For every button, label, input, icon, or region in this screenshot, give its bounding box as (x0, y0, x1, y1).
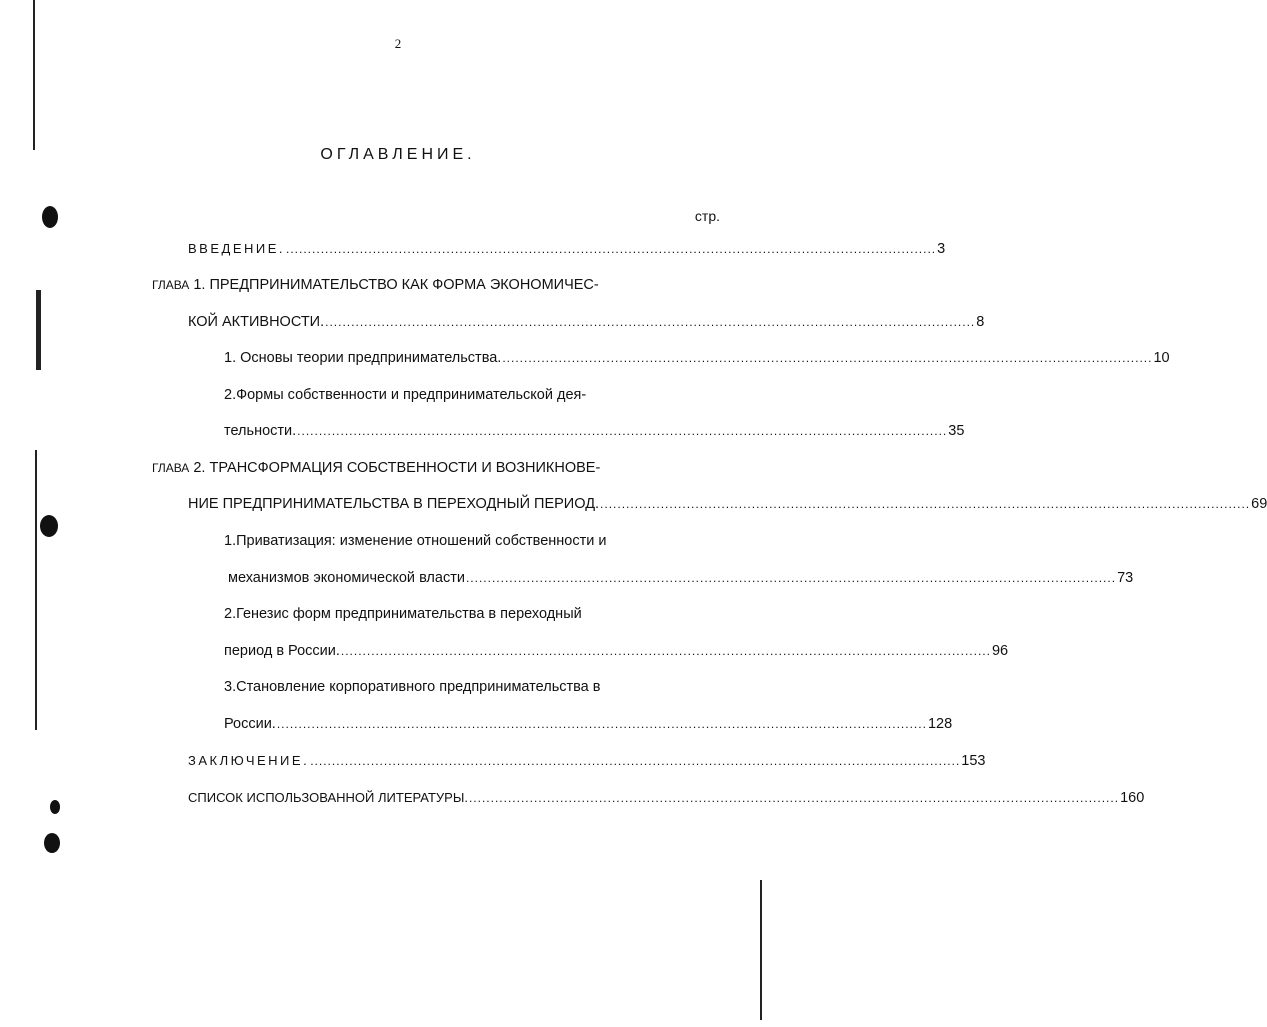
toc-entry-page: 10 (1153, 350, 1170, 366)
toc-entry-text: тельности. (224, 423, 297, 439)
toc-section-2-1-line1 (0, 530, 796, 552)
toc-section-2-1-line2: механизмов экономической власти ...................................................................................................................................................... 73 (0, 567, 796, 589)
toc-entry-page: 3 (937, 241, 946, 257)
toc-entry-page: 96 (991, 643, 1009, 659)
toc-entry-page: 8 (976, 314, 985, 330)
chapter-title: 1. ПРЕДПРИНИМАТЕЛЬСТВО КАК ФОРМА ЭКОНОМИЧЕС- (193, 277, 599, 293)
toc-entry-page: 69 (1251, 496, 1267, 512)
toc-chapter-1-line2: КОЙ АКТИВНОСТИ. ...................................................................................................................................................... 8 (0, 311, 796, 333)
toc-entry-text: 2.Генезис форм предпринимательства в переходный (224, 606, 582, 622)
page-title: ОГЛАВЛЕНИЕ. (320, 146, 476, 163)
toc-entry-text: 2.Формы собственности и предпринимательской дея- (224, 387, 587, 403)
toc-section-2-3-line1 (0, 676, 796, 698)
punch-hole-mark (42, 206, 58, 228)
toc-entry-conclusion: ЗАКЛЮЧЕНИЕ. ...................................................................................................................................................... 153 (0, 750, 796, 772)
toc-entry-page: 153 (961, 753, 986, 769)
toc-section-1-1: 1. Основы теории предпринимательства. ...................................................................................................................................................... 10 (0, 347, 796, 369)
toc-section-2-2-line2: период в России. ...................................................................................................................................................... 96 (0, 640, 796, 662)
toc-entry-text: НИЕ ПРЕДПРИНИМАТЕЛЬСТВА В ПЕРЕХОДНЫЙ ПЕРИОД. (188, 496, 600, 512)
toc-entry-text: период в России. (224, 643, 340, 659)
toc-entry-references: СПИСОК ИСПОЛЬЗОВАННОЙ ЛИТЕРАТУРЫ. ...................................................................................................................................................... 160 (0, 787, 796, 809)
toc-chapter-1-line1 (0, 274, 796, 296)
toc-entry-text: 1. Основы теории предпринимательства. (224, 350, 502, 366)
toc-entry-text: ВВЕДЕНИЕ. (188, 241, 286, 256)
chapter-prefix: ГЛАВА (152, 278, 190, 292)
toc-section-1-2-line1 (0, 384, 796, 406)
toc-entry-text: 3.Становление корпоративного предпринимательства в (224, 679, 601, 695)
toc-section-2-3-line2: России. ...................................................................................................................................................... 128 (0, 713, 796, 735)
toc-entry-page: 73 (1117, 570, 1134, 586)
toc-section-1-2-line2: тельности. ...................................................................................................................................................... 35 (0, 420, 796, 442)
toc-entry-text: 1.Приватизация: изменение отношений собственности и (224, 533, 607, 549)
toc-entry-text: ЗАКЛЮЧЕНИЕ. (188, 753, 310, 768)
toc-entry-text: России. (224, 716, 276, 732)
chapter-title: 2. ТРАНСФОРМАЦИЯ СОБСТВЕННОСТИ И ВОЗНИКНОВЕ- (193, 460, 601, 476)
toc-entry-page: 128 (927, 716, 953, 732)
toc-entry-intro: ВВЕДЕНИЕ. ...................................................................................................................................................... 3 (0, 238, 796, 260)
toc-entry-text: механизмов экономической власти (228, 570, 465, 586)
chapter-prefix: ГЛАВА (152, 461, 190, 475)
punch-hole-mark (44, 833, 60, 853)
toc-section-2-2-line1 (0, 603, 796, 625)
toc-entry-text: СПИСОК ИСПОЛЬЗОВАННОЙ ЛИТЕРАТУРЫ. (188, 790, 468, 805)
scan-edge-line (33, 0, 35, 150)
toc-chapter-2-line1 (0, 457, 796, 479)
scan-edge-line (760, 880, 762, 1020)
toc-entry-text: КОЙ АКТИВНОСТИ. (188, 314, 325, 330)
toc-entry-page: 35 (948, 423, 965, 439)
page-number: 2 (394, 36, 402, 51)
toc-chapter-2-line2: НИЕ ПРЕДПРИНИМАТЕЛЬСТВА В ПЕРЕХОДНЫЙ ПЕРИОД. ...................................................................................................................................................... 69 (0, 493, 796, 515)
page-column-label: стр. (694, 208, 720, 224)
toc-entry-page: 160 (1120, 790, 1145, 806)
